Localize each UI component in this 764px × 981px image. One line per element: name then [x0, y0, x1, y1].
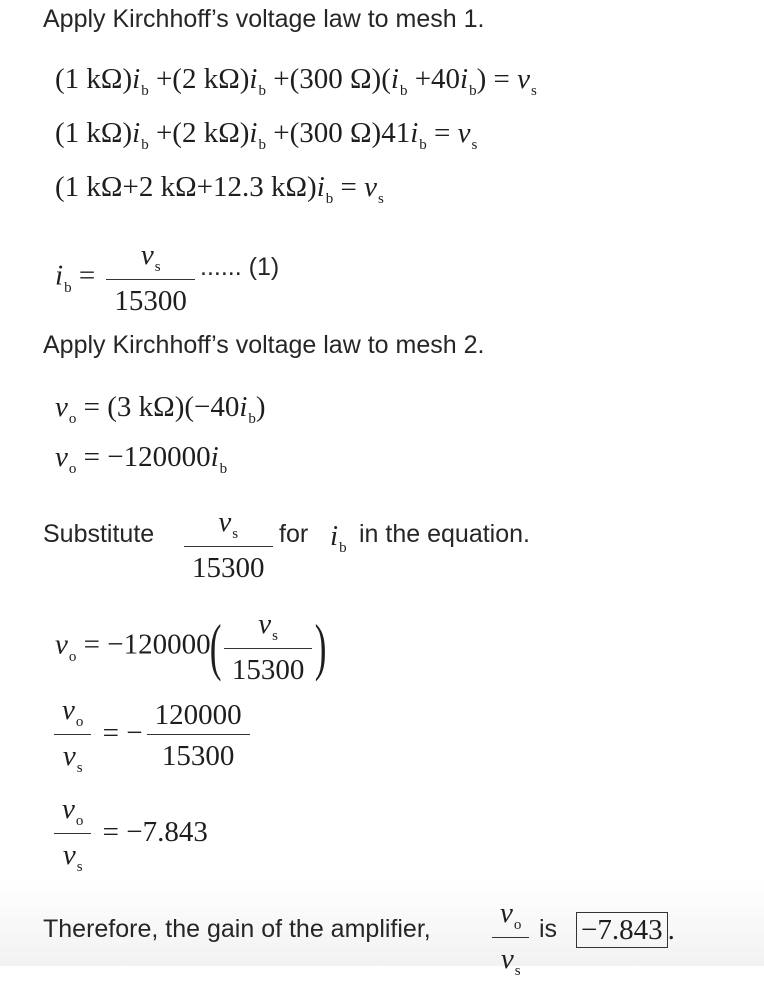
- conclusion-text: Therefore, the gain of the amplifier,: [43, 915, 431, 943]
- equation-3: (1 kΩ+2 kΩ+12.3 $k\Omega)i_b = v_s$: [55, 171, 384, 207]
- answer-box: −7.843: [576, 912, 668, 948]
- result-equation-2: $\frac{v_o}{v_s}$ = − $\frac{120000}{15300}$: [50, 693, 254, 778]
- ib-equation: $i_b$ = $\frac{v_s}{15300}$: [55, 238, 199, 318]
- substitute-tail: in the equation.: [359, 520, 530, 548]
- mesh2-equation-2: $v_o = -120000i_b$: [55, 441, 228, 477]
- equation-1: (1 $k\Omega)i_b +(2$ $k\Omega)i_b +(300$ $\Omega)(i_b +40i_b) = v_s$: [55, 63, 537, 99]
- result-equation-3: $\frac{v_o}{v_s}$ = −7.843: [50, 792, 208, 877]
- substitute-ib: $i_b$: [330, 520, 347, 556]
- equation-2: (1 $k\Omega)i_b +(2$ $k\Omega)i_b +(300$ $\Omega)41i_b = v_s$: [55, 117, 478, 153]
- substitute-label: Substitute: [43, 520, 155, 548]
- mesh2-equation-1: $v_o = (3$ $k\Omega)(-40i_b)$: [55, 391, 266, 427]
- mesh2-intro: Apply Kirchhoff’s voltage law to mesh 2.: [43, 331, 485, 359]
- result-equation-1: $v_o = -120000$( $\frac{v_s}{15300}$ ): [55, 608, 327, 686]
- conclusion-answer: −7.843 .: [574, 912, 675, 948]
- conclusion-is: is: [539, 915, 558, 943]
- substitute-for: for: [279, 520, 309, 548]
- equation-reference: ...... (1): [200, 253, 280, 281]
- ib-fraction: $\frac{v_s}{15300}$: [106, 238, 195, 318]
- mesh1-intro: Apply Kirchhoff’s voltage law to mesh 1.: [43, 5, 485, 33]
- conclusion-fraction: $\frac{v_o}{v_s}$: [488, 896, 533, 981]
- substitute-fraction: $\frac{v_s}{15300}$: [180, 505, 277, 585]
